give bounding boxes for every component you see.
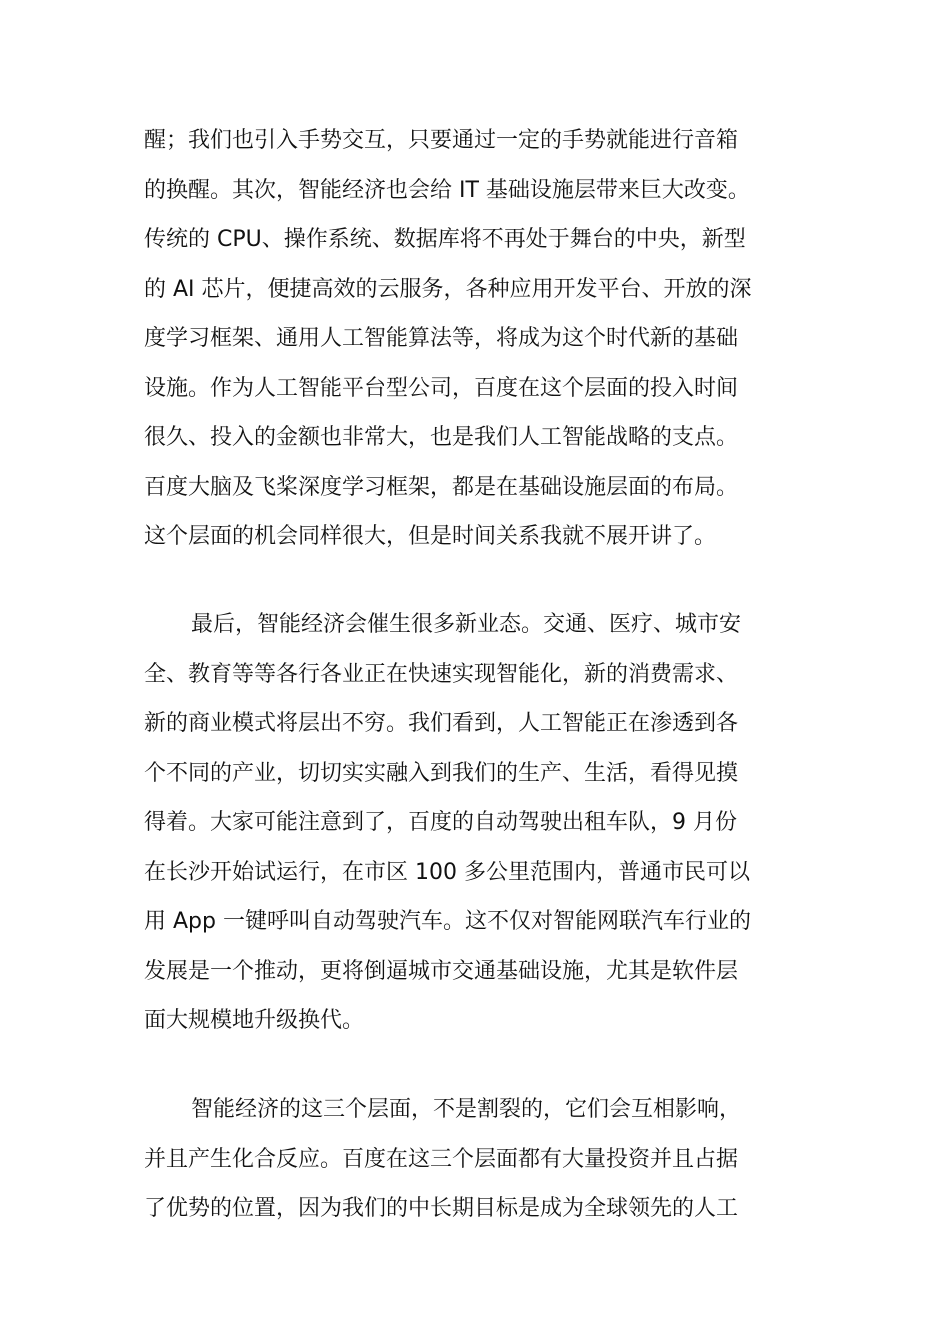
text-line: 发展是一个推动，更将倒逼城市交通基础设施，尤其是软件层	[144, 958, 739, 984]
text-line: 得着。大家可能注意到了，百度的自动驾驶出租车队，9 月份	[144, 810, 737, 835]
text-line: 新的商业模式将层出不穷。我们看到，人工智能正在渗透到各	[144, 711, 739, 736]
text-line: 度学习框架、通用人工智能算法等，将成为这个时代新的基础	[144, 326, 739, 351]
text-line: 的 AI 芯片，便捷高效的云服务，各种应用开发平台、开放的深	[144, 276, 752, 302]
text-line: 设施。作为人工智能平台型公司，百度在这个层面的投入时间	[144, 375, 739, 401]
text-line: 最后，智能经济会催生很多新业态。交通、医疗、城市安	[191, 612, 742, 637]
paragraph-3	[144, 1085, 814, 1234]
paragraph-2	[144, 600, 814, 1046]
text-line: 面大规模地升级换代。	[144, 1008, 365, 1033]
text-line: 很久、投入的金额也非常大，也是我们人工智能战略的支点。	[144, 425, 739, 450]
paragraph-1	[144, 116, 814, 562]
text-line: 在长沙开始试运行，在市区 100 多公里范围内，普通市民可以	[144, 859, 750, 885]
text-line: 这个层面的机会同样很大，但是时间关系我就不展开讲了。	[144, 524, 717, 549]
text-line: 全、教育等等各行各业正在快速实现智能化，新的消费需求、	[144, 661, 739, 687]
text-line: 传统的 CPU、操作系统、数据库将不再处于舞台的中央，新型	[144, 227, 746, 252]
text-line: 个不同的产业，切切实实融入到我们的生产、生活，看得见摸	[144, 760, 739, 786]
text-line: 了优势的位置，因为我们的中长期目标是成为全球领先的人工	[144, 1196, 739, 1221]
text-line: 并且产生化合反应。百度在这三个层面都有大量投资并且占据	[144, 1146, 739, 1172]
text-line: 用 App 一键呼叫自动驾驶汽车。这不仅对智能网联汽车行业的	[144, 909, 751, 934]
text-line: 的换醒。其次，智能经济也会给 IT 基础设施层带来巨大改变。	[144, 177, 750, 203]
text-line: 智能经济的这三个层面，不是割裂的，它们会互相影响，	[191, 1097, 742, 1122]
text-line: 醒；我们也引入手势交互，只要通过一定的手势就能进行音箱	[144, 128, 739, 153]
text-line: 百度大脑及飞桨深度学习框架，都是在基础设施层面的布局。	[144, 474, 739, 500]
